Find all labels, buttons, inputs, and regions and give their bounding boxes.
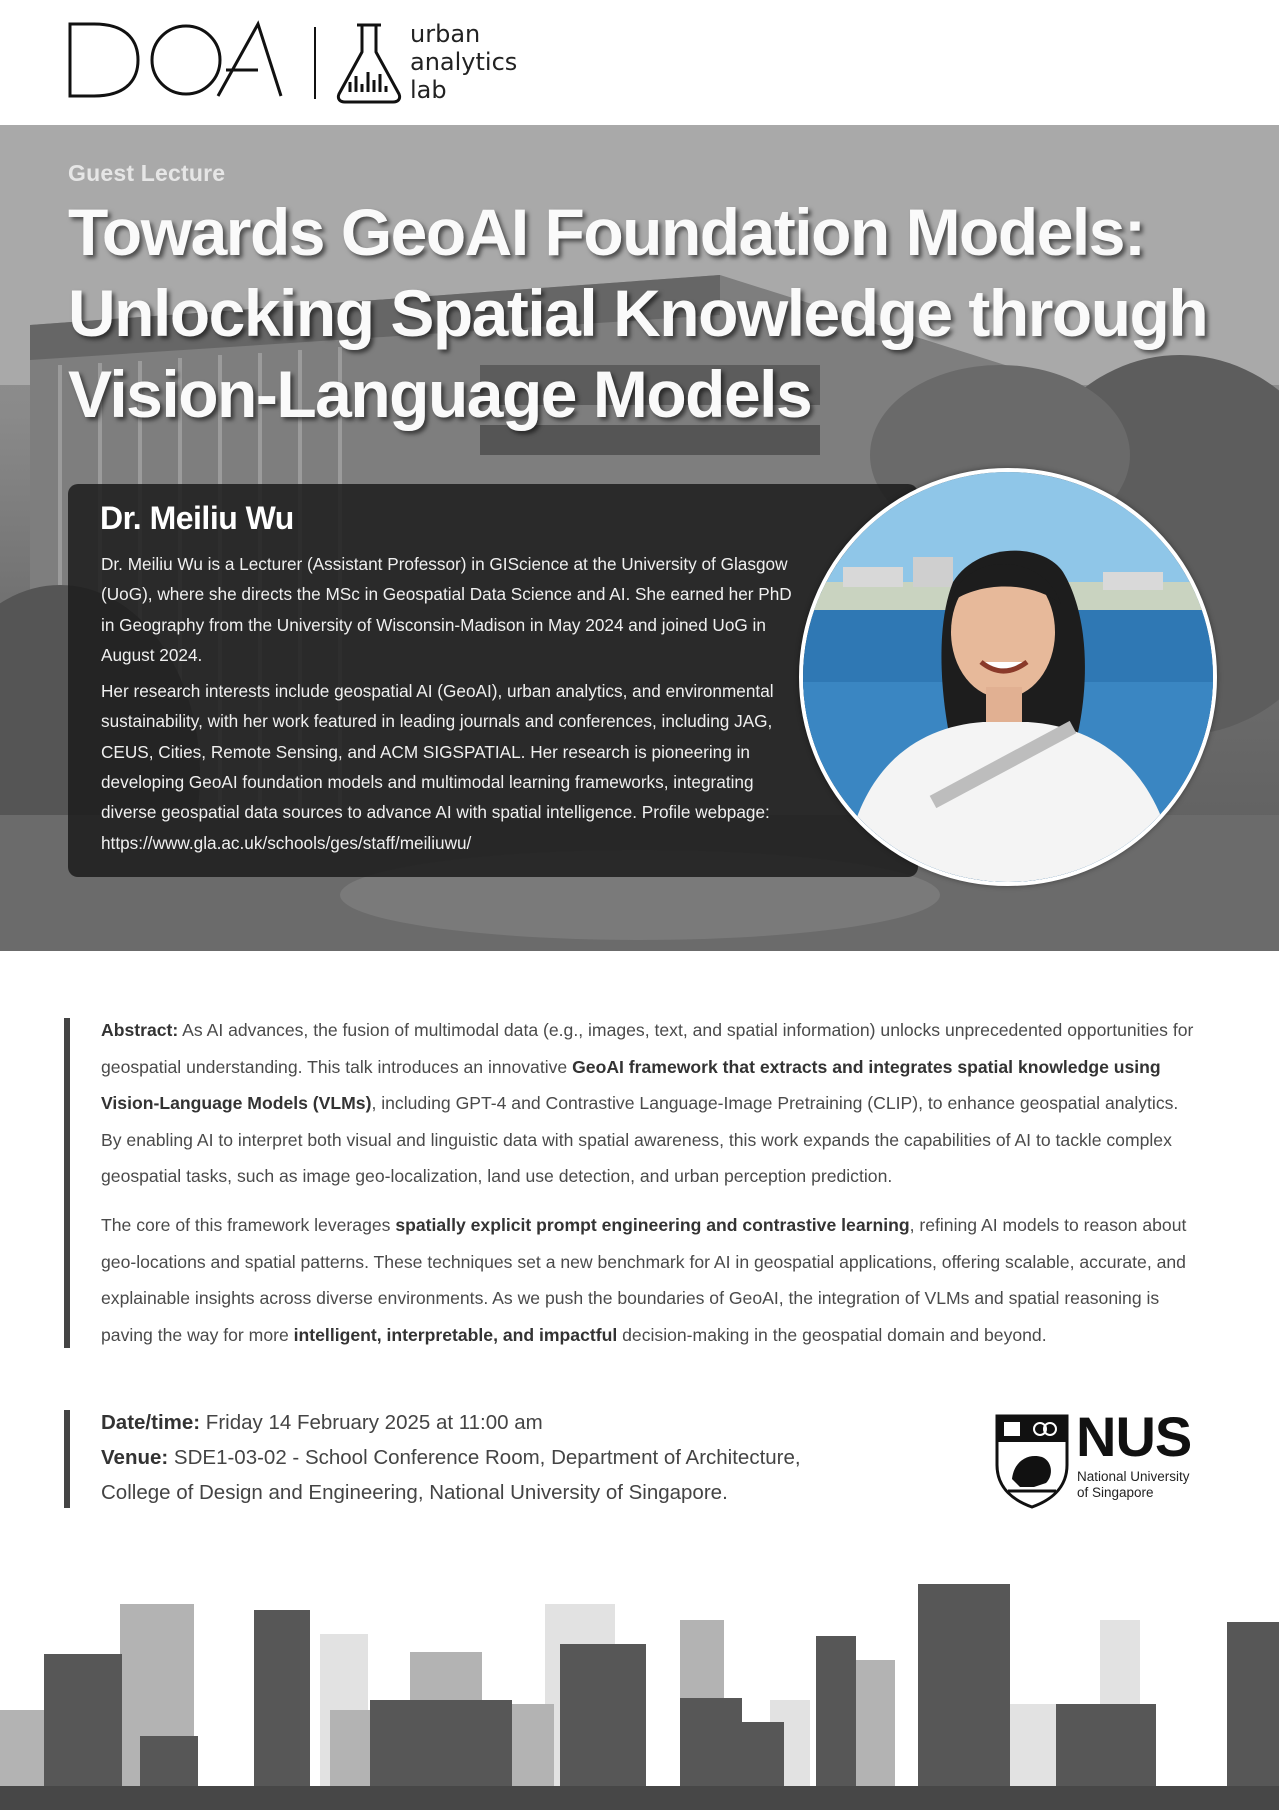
header-divider	[314, 27, 316, 99]
nus-abbr: NUS	[1076, 1405, 1192, 1468]
lab-line: analytics	[410, 48, 518, 76]
abstract-paragraph	[101, 1207, 1201, 1353]
nus-logo	[994, 1405, 1204, 1513]
abstract-label: Abstract:	[101, 1020, 179, 1040]
datetime-row	[101, 1405, 821, 1440]
abstract-text: As AI advances, the fusion of multimodal data (e.g., images, text, and spatial information) unlocks unprecedented opportunities for geospatial understanding. This talk introduces an innovative	[101, 1020, 1194, 1077]
nus-name-line: of Singapore	[1077, 1485, 1154, 1500]
event-details	[101, 1405, 821, 1510]
profile-link[interactable]: https://www.gla.ac.uk/schools/ges/staff/meiliuwu/	[101, 832, 472, 853]
nus-crest-icon	[994, 1413, 1070, 1509]
lab-line: lab	[410, 76, 447, 104]
abstract-highlight: GeoAI framework that extracts and integrates spatial knowledge using Vision-Language Models (VLMs)	[101, 1056, 1161, 1114]
abstract-highlight: intelligent, interpretable, and impactful	[293, 1324, 618, 1345]
title-line: Unlocking Spatial Knowledge through	[68, 276, 1208, 350]
flask-icon	[335, 22, 405, 104]
lab-line: urban	[410, 20, 481, 48]
venue-row	[101, 1440, 821, 1475]
lecture-title	[68, 192, 1248, 435]
abstract-highlight: spatially explicit prompt engineering and contrastive learning	[395, 1214, 910, 1235]
title-line: Towards GeoAI Foundation Models:	[68, 195, 1145, 269]
datetime-value: Friday 14 February 2025 at 11:00 am	[200, 1411, 543, 1434]
venue-value: SDE1-03-02 - School Conference Room, Department of Architecture,	[168, 1446, 801, 1469]
city-skyline-graphic	[0, 1580, 1279, 1810]
title-line: Vision-Language Models	[68, 357, 812, 431]
venue-label: Venue:	[101, 1446, 169, 1469]
venue-row-continued: College of Design and Engineering, National University of Singapore.	[101, 1481, 728, 1504]
doa-logo	[68, 20, 283, 102]
bio-text: Her research interests include geospatial AI (GeoAI), urban analytics, and environmental sustainability, with her work featured in leading journals and conferences, including JAG, CEUS, Cities, Remote Sensing, and ACM SIGSPATIAL. Her research is pioneering in developing GeoAI foundation models and multimodal learning frameworks, integrating diverse geospatial data sources to advance AI with spatial intelligence. Profile webpage:	[101, 681, 774, 823]
speaker-portrait	[799, 468, 1217, 886]
abstract-text: decision-making in the geospatial domain and beyond.	[617, 1324, 1047, 1345]
nus-name-line: National University	[1077, 1469, 1190, 1484]
abstract-text: The core of this framework leverages	[101, 1214, 396, 1235]
abstract-text: , including GPT-4 and Contrastive Language-Image Pretraining (CLIP), to enhance geospatial analytics. By enabling AI to interpret both visual and linguistic data with spatial awareness, this work expands the capabilities of AI to tackle complex geospatial tasks, such as image geo-localization, land use detection, and urban perception prediction.	[101, 1093, 1179, 1187]
abstract-text: , refining AI models to reason about geo-locations and spatial patterns. These techniques set a new benchmark for AI in geospatial applications, offering scalable, accurate, and explainable insights across diverse environments. As we push the boundaries of GeoAI, the integration of VLMs and spatial reasoning is paving the way for more	[101, 1214, 1187, 1345]
event-accent-bar	[64, 1410, 70, 1508]
lecture-type-label: Guest Lecture	[68, 160, 226, 186]
portrait-image	[803, 472, 1213, 882]
speaker-name: Dr. Meiliu Wu	[100, 500, 294, 536]
bio-paragraph	[101, 676, 801, 858]
speaker-bio	[101, 549, 801, 858]
abstract-section	[101, 1012, 1201, 1365]
bio-paragraph: Dr. Meiliu Wu is a Lecturer (Assistant Professor) in GIScience at the University of Glasgow (UoG), where she directs the MSc in Geospatial Data Science and AI. She earned her PhD in Geography from the University of Wisconsin-Madison in May 2024 and joined UoG in August 2024.	[101, 554, 792, 665]
abstract-accent-bar	[64, 1018, 70, 1348]
abstract-paragraph	[101, 1012, 1201, 1195]
datetime-label: Date/time:	[101, 1411, 201, 1434]
urban-analytics-lab-wordmark	[410, 20, 517, 104]
